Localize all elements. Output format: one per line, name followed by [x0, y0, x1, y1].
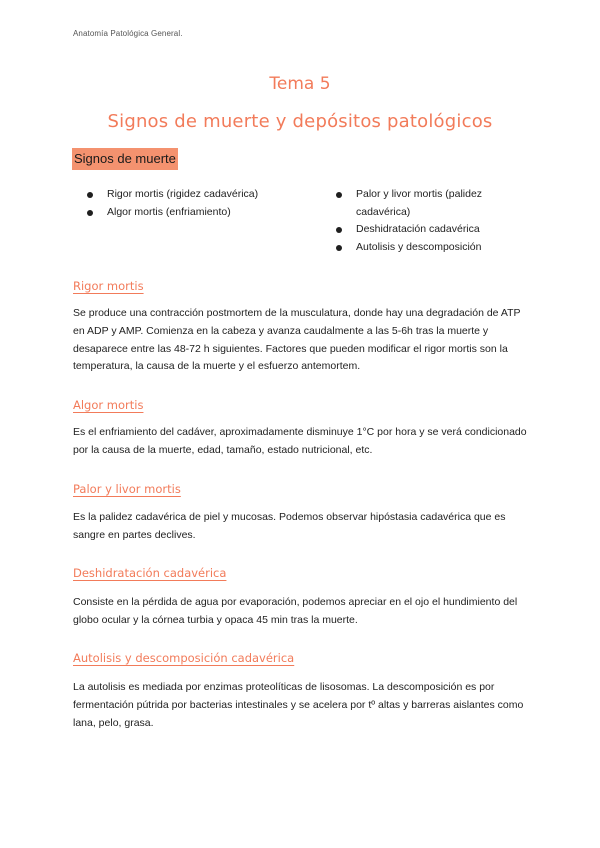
- list-item: [336, 186, 511, 221]
- signos-de-muerte-heading: Signos de muerte: [72, 148, 178, 170]
- list-item: [336, 239, 511, 257]
- palor-livor-paragraph: Es la palidez cadavérica de piel y mucosas. Podemos observar hipóstasia cadavérica que es sangre en partes declives.: [73, 511, 506, 541]
- rigor-mortis-heading: Rigor mortis: [73, 279, 144, 293]
- algor-mortis-paragraph: Es el enfriamiento del cadáver, aproximadamente disminuye 1°C por hora y se verá condicionado por la causa de la muerte, edad, tamaño, estado nutricional, etc.: [73, 426, 527, 456]
- deshidratacion-paragraph: Consiste en la pérdida de agua por evaporación, podemos apreciar en el ojo el hundimiento del globo ocular y la córnea turbia y opaca 45 min tras la muerte.: [73, 596, 518, 626]
- algor-mortis-heading: Algor mortis: [73, 398, 144, 412]
- list-item-text: Rigor mortis (rigidez cadavérica): [107, 188, 259, 200]
- topic-subtitle: Signos de muerte y depósitos patológicos: [107, 111, 493, 132]
- autolisis-heading: Autolisis y descomposición cadavérica: [73, 651, 295, 665]
- rigor-mortis-paragraph: Se produce una contracción postmortem de la musculatura, donde hay una degradación de ATP en ADP y AMP. Comienza en la cabeza y avanza caudalmente a las 5-6h tras la muerte y desaparece entre las 48-72 h siguientes. Factores que pueden modificar el rigor mortis son la temperatura, la causa de la muerte y el esfuerzo antemortem.: [73, 307, 521, 373]
- autolisis-paragraph: La autolisis es mediada por enzimas proteolíticas de lisosomas. La descomposición es por fermentación pútrida por bacterias intestinales y se acelera por tº altas y barreras aislantes como lana, pelo, grasa.: [73, 681, 524, 729]
- list-item: [87, 186, 287, 204]
- list-item: [336, 221, 511, 239]
- list-item-text: Deshidratación cadavérica: [356, 223, 480, 235]
- bullet-icon: [87, 210, 93, 216]
- bullet-icon: [336, 245, 342, 251]
- list-item-text: Algor mortis (enfriamiento): [107, 205, 231, 218]
- bullet-icon: [336, 192, 342, 198]
- bullet-icon: [87, 192, 93, 198]
- list-item-text: Palor y livor mortis (palidez cadavérica): [356, 188, 483, 218]
- signos-list-right: [336, 186, 511, 256]
- palor-livor-heading: Palor y livor mortis: [73, 482, 181, 496]
- topic-title: Tema 5: [269, 74, 331, 94]
- document-header-note: Anatomía Patológica General.: [73, 29, 183, 38]
- signos-list-left: [87, 186, 287, 221]
- bullet-icon: [336, 227, 342, 233]
- deshidratacion-heading: Deshidratación cadavérica: [73, 566, 227, 580]
- list-item-text: Autolisis y descomposición: [356, 240, 482, 253]
- list-item: [87, 204, 287, 222]
